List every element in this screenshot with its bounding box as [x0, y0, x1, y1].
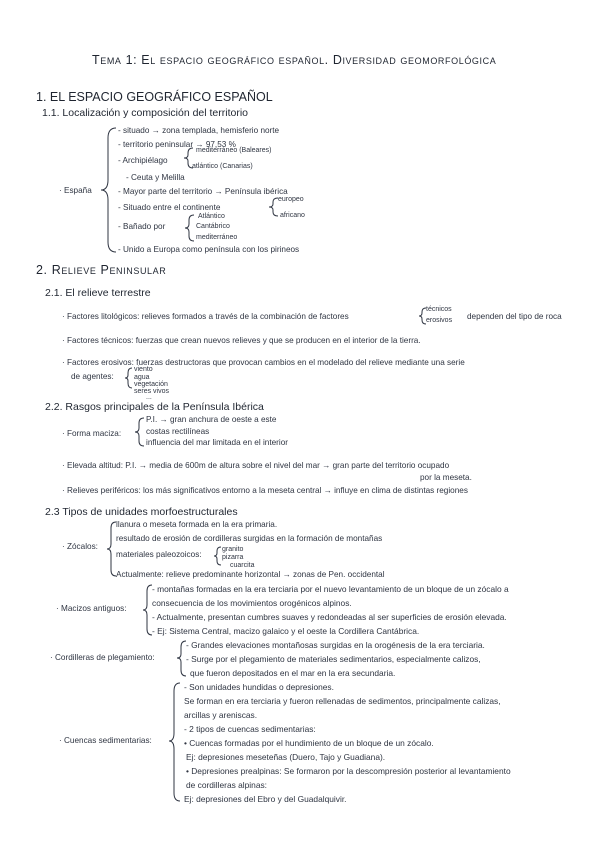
zocalos-3: materiales paleozoicos:	[116, 550, 202, 559]
espana-item-archipielago: - Archipiélago	[118, 156, 168, 165]
cuencas-label: · Cuencas sedimentarias:	[59, 736, 152, 745]
cordilleras-1: - Grandes elevaciones montañosas surgidas en la orogénesis de la era terciaria.	[186, 640, 485, 650]
espana-item-peninsular: - territorio peninsular → 97,53 %	[118, 140, 236, 149]
macizos-1: - montañas formadas en la era terciaria por el nuevo levantamiento de un bloque de un zócalo a	[152, 584, 509, 594]
factores-tecnicos: técnicos	[426, 306, 452, 313]
forma-maciza-2: costas rectilíneas	[146, 427, 210, 436]
zocalos-4: Actualmente: relieve predominante horizontal → zonas de Pen. occidental	[116, 570, 385, 579]
cuencas-2: Se forman en era terciaria y fueron rellenadas de sedimentos, principalmente calizas,	[184, 696, 501, 706]
archipielago-atlantico: atlántico (Canarias)	[192, 163, 253, 170]
page-title: Tema 1: El espacio geográfico español. Diversidad geomorfológica	[92, 53, 497, 67]
espana-label: · España	[59, 186, 92, 195]
cuencas-brace	[168, 681, 182, 805]
elevada-altitud: · Elevada altitud: P.I. → media de 600m de altura sobre el nivel del mar → gran parte del territorio ocupado	[62, 461, 450, 470]
macizos-label: · Macizos antiguos:	[56, 604, 127, 613]
agente-agua: agua	[134, 374, 150, 381]
factores-erosivos-def: · Factores erosivos: fuerzas destructoras que provocan cambios en el modelado del relieve mediante una serie	[62, 358, 465, 367]
zocalos-1: llanura o meseta formada en la era primaria.	[116, 520, 278, 529]
agentes-label: de agentes:	[71, 372, 114, 381]
cuencas-6: Ej: depresiones meseteñas (Duero, Tajo y Guadiana).	[186, 752, 386, 762]
espana-brace	[100, 126, 120, 254]
section-2-heading: 2. Relieve Peninsular	[36, 263, 167, 277]
factores-dependen: dependen del tipo de roca	[467, 312, 562, 321]
agente-seres-vivos: seres vivos	[134, 388, 170, 395]
cuencas-5: • Cuencas formadas por el hundimiento de un bloque de un zócalo.	[184, 738, 434, 748]
zocalos-label: · Zócalos:	[62, 542, 98, 551]
espana-item-situado: - situado → zona templada, hemisferio norte	[118, 126, 280, 135]
roca-cuarcita: cuarcita	[230, 562, 255, 569]
espana-item-mayor-parte: - Mayor parte del territorio → Península ibérica	[118, 187, 288, 196]
banado-atlantico: Atlántico	[198, 213, 225, 220]
roca-granito: granito	[222, 546, 244, 553]
elevada-altitud-2: por la meseta.	[420, 473, 472, 482]
factores-tecnicos-def: · Factores técnicos: fuerzas que crean nuevos relieves y que se producen en el interior de la tierra.	[62, 336, 421, 345]
section-1-heading: 1. EL ESPACIO GEOGRÁFICO ESPAÑOL	[36, 90, 273, 104]
espana-item-banado: - Bañado por	[118, 222, 166, 231]
cordilleras-2: - Surge por el plegamiento de materiales sedimentarios, especialmente calizos,	[186, 654, 481, 664]
agente-vegetacion: vegetación	[134, 381, 168, 388]
cuencas-9: Ej: depresiones del Ebro y del Guadalquivir.	[184, 794, 347, 804]
agentes-brace	[124, 366, 134, 392]
banado-mediterraneo: mediterráneo	[196, 234, 238, 241]
macizos-2: consecuencia de los movimientos orogénicos alpinos.	[152, 598, 352, 608]
continente-brace	[268, 196, 280, 218]
continente-africano: africano	[280, 212, 305, 219]
forma-maciza-1: P.I. → gran anchura de oeste a este	[146, 415, 277, 424]
banado-cantabrico: Cantábrico	[196, 223, 230, 230]
cuencas-8: de cordilleras alpinas:	[186, 780, 268, 790]
cuencas-4: - 2 tipos de cuencas sedimentarias:	[184, 724, 316, 734]
factores-erosivos: erosivos	[426, 317, 453, 324]
espana-item-ceuta: - Ceuta y Melilla	[126, 173, 185, 182]
roca-pizarra: pizarra	[222, 554, 244, 561]
section-2-1-heading: 2.1. El relieve terrestre	[45, 287, 151, 299]
section-1-1-heading: 1.1. Localización y composición del territorio	[42, 107, 249, 119]
zocalos-2: resultado de erosión de cordilleras surgidas en la formación de montañas	[116, 534, 383, 543]
cordilleras-label: · Cordilleras de plegamiento:	[50, 653, 155, 662]
forma-maciza-brace	[134, 416, 146, 448]
agente-viento: viento	[134, 366, 153, 373]
agente-etc: ...	[146, 394, 152, 401]
forma-maciza-label: · Forma maciza:	[62, 429, 122, 438]
factores-litologicos: · Factores litológicos: relieves formados a través de la combinación de factores	[62, 312, 349, 321]
cordilleras-3: que fueron depositados en el mar en la era secundaria.	[190, 668, 396, 678]
macizos-4: - Ej: Sistema Central, macizo galaico y el oeste la Cordillera Cantábrica.	[152, 626, 420, 636]
relieves-perifericos: · Relieves periféricos: los más significativos entorno a la meseta central → influye en clima de distintas regiones	[62, 486, 468, 495]
banado-brace	[184, 213, 196, 243]
macizos-3: - Actualmente, presentan cumbres suaves y redondeadas al ser superficies de erosión elevada.	[152, 612, 507, 622]
espana-item-unido: - Unido a Europa como península con los pirineos	[118, 245, 300, 254]
section-2-2-heading: 2.2. Rasgos principales de la Península Ibérica	[45, 401, 264, 413]
archipielago-mediterraneo: mediterráneo (Baleares)	[196, 147, 272, 154]
continente-europeo: europeo	[278, 196, 304, 203]
section-2-3-heading: 2.3 Tipos de unidades morfoestructurales	[45, 506, 238, 518]
forma-maciza-3: influencia del mar limitada en el interior	[146, 438, 288, 447]
cuencas-7: • Depresiones prealpinas: Se formaron por la descompresión posterior al levantamiento	[186, 766, 511, 776]
cuencas-1: - Son unidades hundidas o depresiones.	[184, 682, 334, 692]
cuencas-3: arcillas y areniscas.	[184, 710, 258, 720]
espana-item-situado-entre: - Situado entre el continente	[118, 203, 221, 212]
